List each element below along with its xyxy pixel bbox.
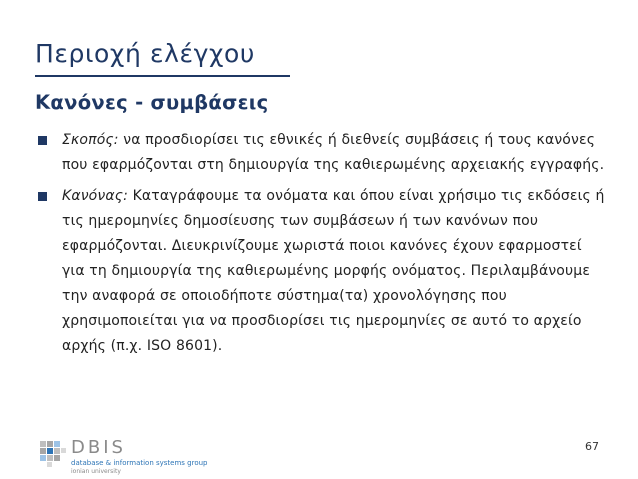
logo-name: DBIS <box>71 437 126 458</box>
square-bullet-icon <box>38 136 47 145</box>
logo-subtitle: ionian university <box>71 468 121 475</box>
slide-subtitle: Κανόνες - συμβάσεις <box>35 91 269 114</box>
title-underline <box>35 75 290 77</box>
bullet-item-rule <box>36 184 606 359</box>
bullet-list <box>36 128 606 365</box>
square-bullet-icon <box>38 192 47 201</box>
dbis-cubes-icon <box>38 438 68 474</box>
logo-tagline: database & information systems group <box>71 459 208 467</box>
page-number: 67 <box>585 440 599 453</box>
bullet-lead: Κανόνας: <box>62 188 128 204</box>
bullet-text: Καταγράφουμε τα ονόματα και όπου είναι χρήσιμο τις εκδόσεις ή τις ημερομηνίες δημοσίευσης των συμβάσεων ή των κανόνων που εφαρμόζονται. Διευκρινίζουμε χωριστά ποιοι κανόνες έχουν εφαρμοστεί για τη δημιουργία της καθιερωμένης μορφής ονόματος. Περιλαμβάνουμε την αναφορά σε οποιοδήποτε σύστημα(τα) χρονολόγησης που χρησιμοποιείται για να προσδιορίσει τις ημερομηνίες σε αυτό το αρχείο αρχής (π.χ. ISO 8601). <box>62 188 605 354</box>
bullet-lead: Σκοπός: <box>62 132 119 148</box>
dbis-logo <box>38 437 208 478</box>
slide-title: Περιοχή ελέγχου <box>35 39 255 68</box>
bullet-item-purpose <box>36 128 606 178</box>
bullet-text: να προσδιορίσει τις εθνικές ή διεθνείς συμβάσεις ή τους κανόνες που εφαρμόζονται στη δημιουργία της καθιερωμένης αρχειακής εγγραφής. <box>62 132 605 173</box>
